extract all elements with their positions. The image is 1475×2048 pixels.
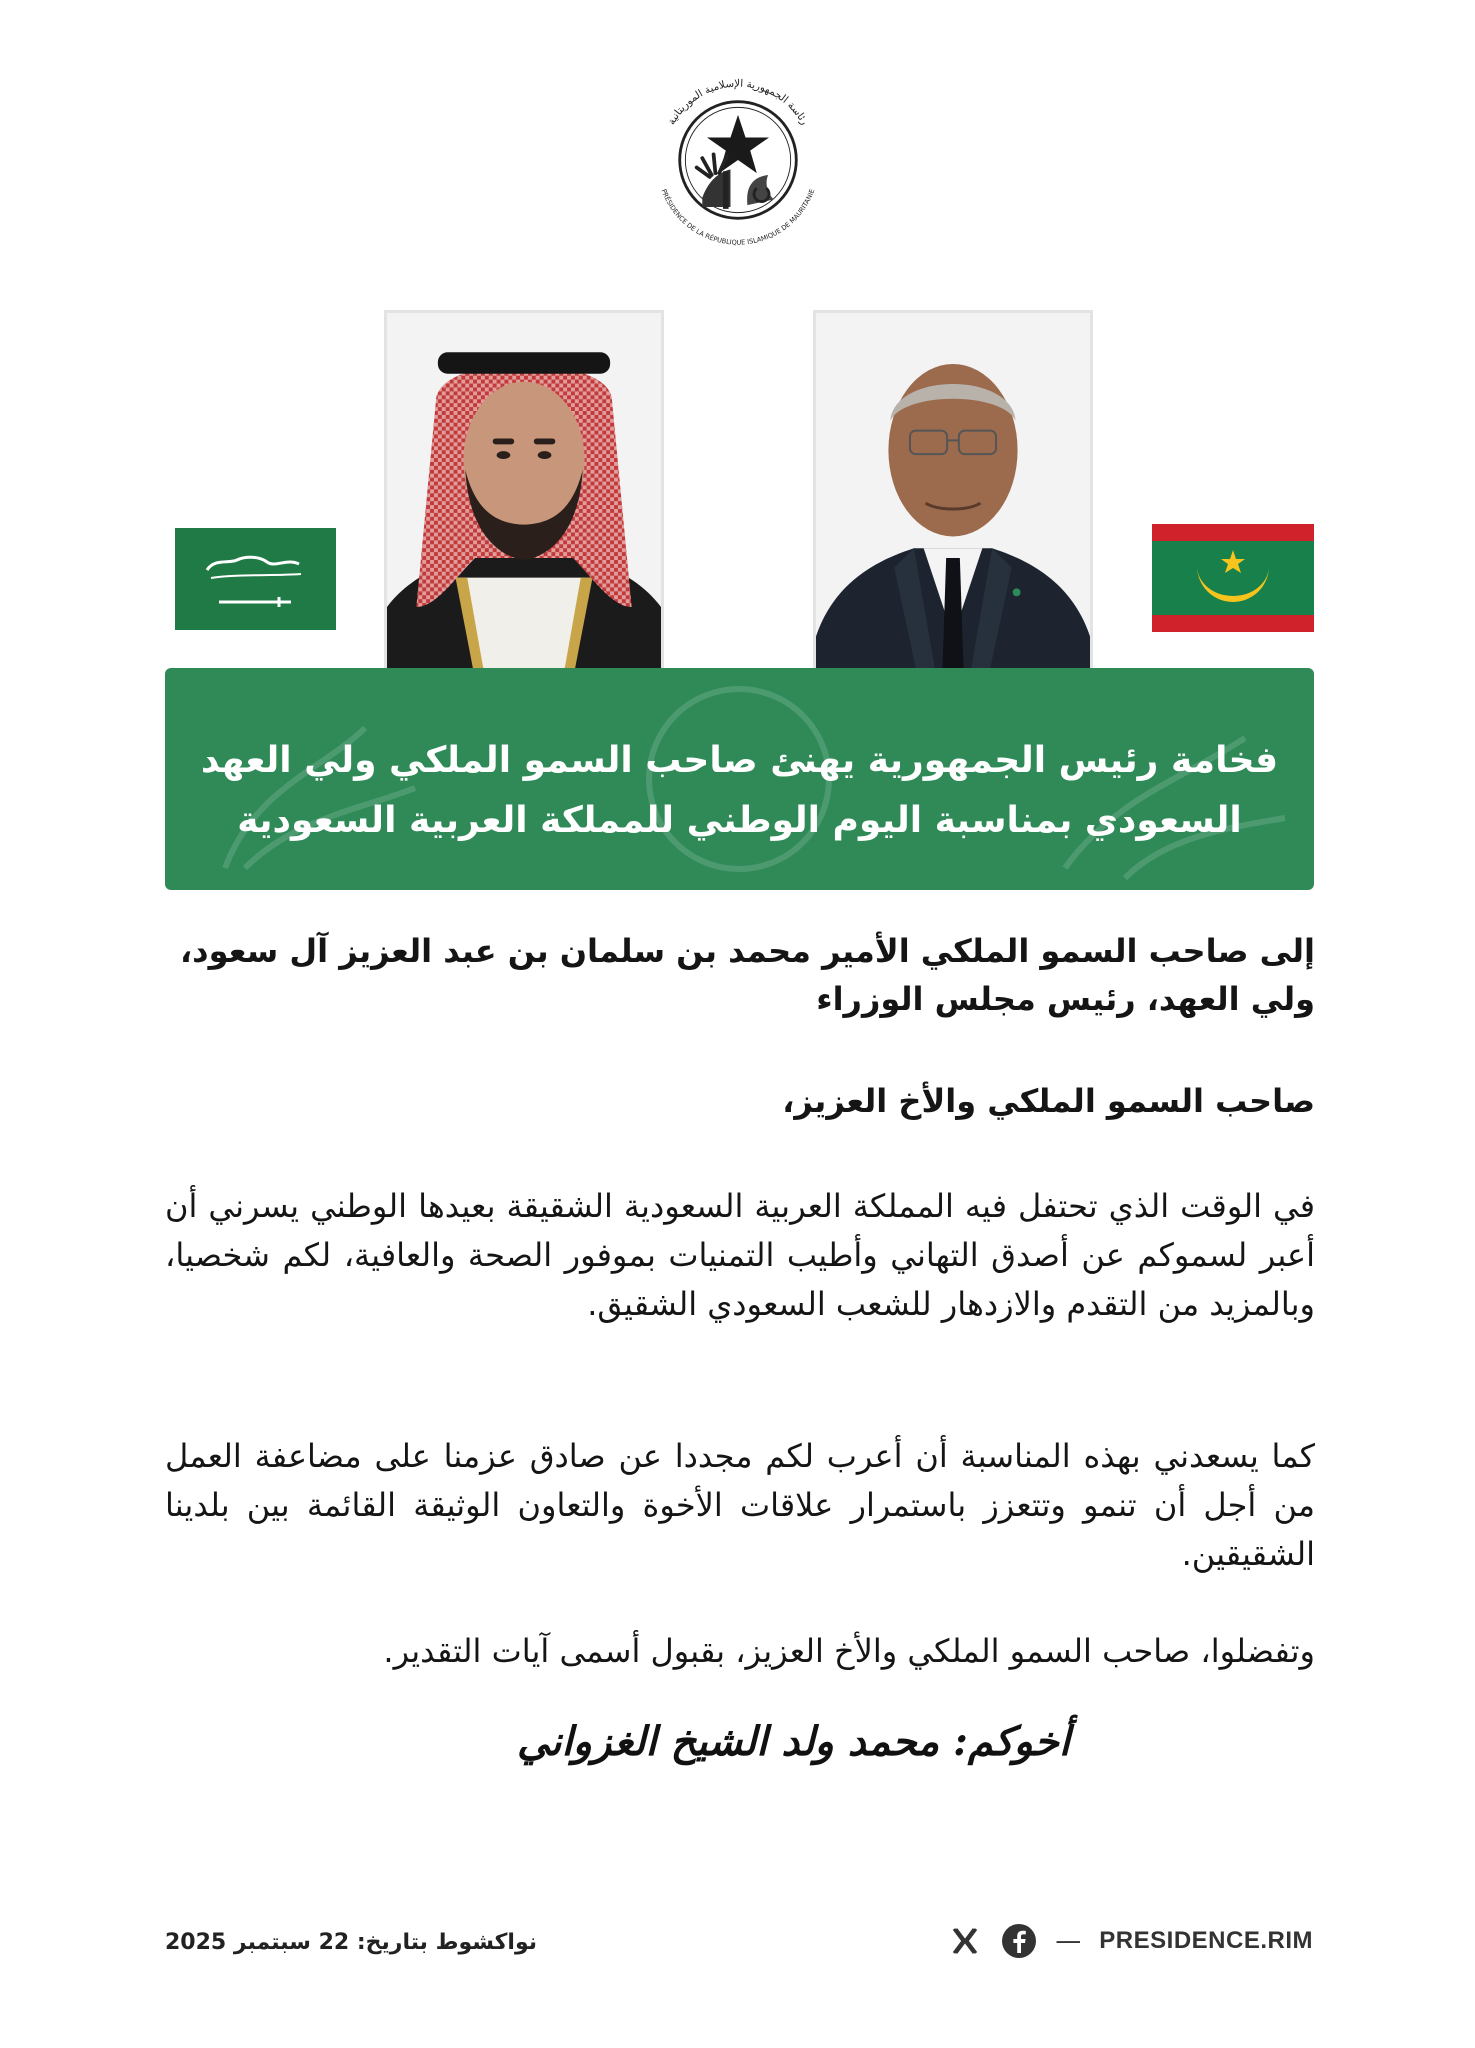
seal-arabic-text: رئاسة الجمهورية الإسلامية الموريتانية [665,77,811,128]
mauritania-flag [1152,524,1314,632]
recipient-line-2: ولي العهد، رئيس مجلس الوزراء [816,980,1315,1018]
x-icon[interactable] [947,1923,983,1959]
recipient-line-1: إلى صاحب السمو الملكي الأمير محمد بن سلمان بن عبد العزيز آل سعود، [180,932,1315,970]
presidency-seal [644,66,832,254]
letter-paragraph-2: كما يسعدني بهذه المناسبة أن أعرب لكم مجددا عن صادق عزمنا على مضاعفة العمل من أجل أن تنمو وتتعزز باستمرار علاقات الأخوة والتعاون الوثيقة القائمة بين بلدينا الشقيقين. [165,1437,1315,1573]
footer-website-label[interactable]: PRESIDENCE.RIM [1099,1927,1313,1954]
letter-closing: وتفضلوا، صاحب السمو الملكي والأخ العزيز، بقبول أسمى آيات التقدير. [383,1632,1315,1670]
footer-date: نواكشوط بتاريخ: 22 سبتمبر 2025 [165,1930,538,1955]
seal-french-text: PRÉSIDENCE DE LA RÉPUBLIQUE ISLAMIQUE DE MAURITANIE [659,187,817,247]
portrait-saudi-crown-prince [384,310,664,708]
saudi-arabia-flag [175,528,336,630]
portrait-mauritanian-president [813,310,1093,708]
letter-paragraph-1: في الوقت الذي تحتفل فيه المملكة العربية السعودية الشقيقة بعيدها الوطني يسرني أن أعبر لسموكم عن أصدق التهاني وأطيب التمنيات بموفور الصحة والعافية، لكم شخصيا، وبالمزيد من التقدم والازدهار للشعب السعودي الشقيق. [165,1187,1315,1323]
footer-social [947,1916,1313,1966]
banner-headline-line-2: السعودي بمناسبة اليوم الوطني للمملكة العربية السعودية [237,800,1242,841]
footer-separator: — [1055,1926,1082,1956]
signature: أخوكم: محمد ولد الشيخ الغزواني [517,1718,1070,1765]
salutation: صاحب السمو الملكي والأخ العزيز، [782,1082,1315,1120]
facebook-icon[interactable] [1001,1923,1037,1959]
banner-headline-line-1: فخامة رئيس الجمهورية يهنئ صاحب السمو الملكي ولي العهد [200,740,1279,781]
headline-banner [165,668,1314,890]
